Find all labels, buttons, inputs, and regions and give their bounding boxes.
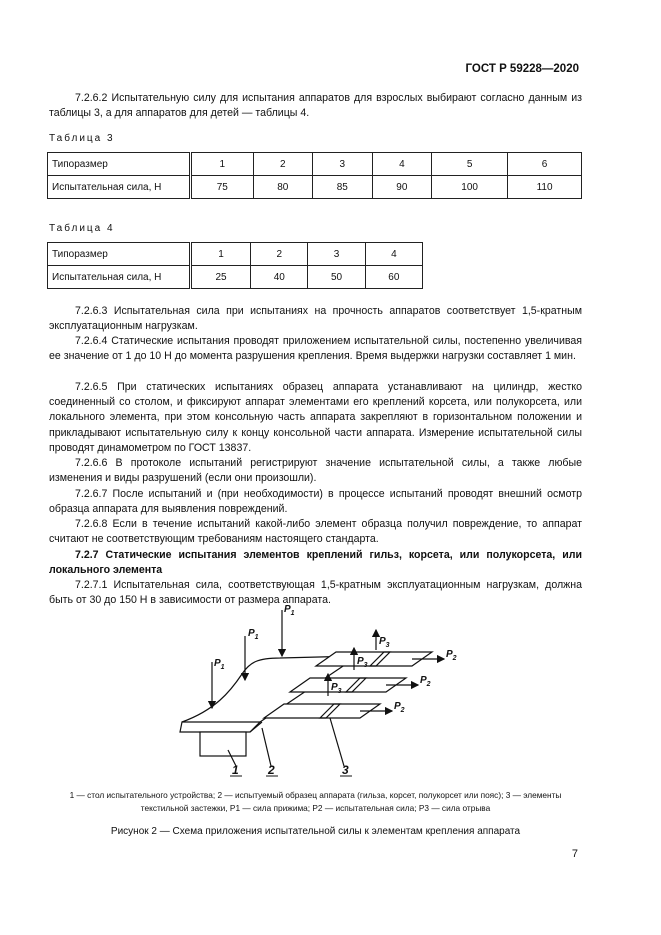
paragraph-7-2-6-3: 7.2.6.3 Испытательная сила при испытаниях на прочность аппаратов соответствует 1,5-кратным эксплуатационным нагрузкам. bbox=[49, 305, 582, 333]
table-cell: Испытательная сила, Н bbox=[48, 266, 191, 289]
force-p3-label: $P_3$ bbox=[357, 656, 368, 669]
table-cell: 90 bbox=[372, 176, 432, 199]
table-cell: 110 bbox=[508, 176, 582, 199]
force-p2-label: $P_2$ bbox=[394, 701, 405, 714]
figure-legend: 1 — стол испытательного устройства; 2 — испытуемый образец аппарата (гильза, корсет, полукорсет или пояс); 3 — элементы текстильной застежки, P1 — сила прижима; P2 — испытательная сила; P3 — сила отрыва bbox=[69, 790, 562, 813]
table-4 bbox=[47, 242, 423, 289]
paragraph-7-2-6-2: 7.2.6.2 Испытательную силу для испытания аппаратов для взрослых выбирают согласно данным из таблицы 3, а для аппаратов для детей — таблицы 4. bbox=[49, 92, 582, 120]
table-cell: 40 bbox=[251, 266, 308, 289]
force-p1-label: $P_1$ bbox=[214, 658, 225, 671]
table-cell: 6 bbox=[508, 153, 582, 176]
table-cell: 2 bbox=[251, 243, 308, 266]
table-cell: 100 bbox=[432, 176, 508, 199]
section-heading-7-2-7: 7.2.7 Статические испытания элементов креплений гильз, корсета, или полукорсета, или локального элемента bbox=[49, 549, 582, 577]
paragraph-7-2-6-6: 7.2.6.6 В протоколе испытаний регистрируют значение испытательной силы, а также любые изменения и виды разрушений (если они произошли). bbox=[49, 457, 582, 485]
table-cell: 50 bbox=[308, 266, 365, 289]
table-row bbox=[48, 243, 423, 266]
table-cell: Испытательная сила, Н bbox=[48, 176, 191, 199]
table-cell: 5 bbox=[432, 153, 508, 176]
label-3: 3 bbox=[342, 763, 349, 777]
table-cell: 25 bbox=[191, 266, 251, 289]
table-cell: 2 bbox=[253, 153, 313, 176]
table-cell: 85 bbox=[313, 176, 373, 199]
paragraph-7-2-6-4: 7.2.6.4 Статические испытания проводят приложением испытательной силы, постепенно увеличивая ее значение от 1 до 10 Н до момента разрушения крепления. Время выдержки нагрузки составляет 1 мин. bbox=[49, 335, 582, 363]
force-p1-label: $P_1$ bbox=[248, 628, 259, 641]
table-cell: 4 bbox=[372, 153, 432, 176]
table-row bbox=[48, 153, 582, 176]
table-cell: 3 bbox=[313, 153, 373, 176]
table-cell: Типоразмер bbox=[48, 153, 191, 176]
table-cell: 80 bbox=[253, 176, 313, 199]
table-cell: 4 bbox=[365, 243, 422, 266]
table-row bbox=[48, 176, 582, 199]
table-3 bbox=[47, 152, 582, 199]
table-cell: 75 bbox=[191, 176, 254, 199]
paragraph-7-2-6-7: 7.2.6.7 После испытаний и (при необходимости) в процессе испытаний проводят внешний осмотр образца аппарата для выявления повреждений. bbox=[49, 488, 582, 516]
paragraph-7-2-7-1: 7.2.7.1 Испытательная сила, соответствующая 1,5-кратным эксплуатационным нагрузкам, должна быть от 30 до 150 Н в зависимости от размера аппарата. bbox=[49, 579, 582, 607]
table-top bbox=[180, 722, 260, 732]
paragraph-7-2-6-5: 7.2.6.5 При статических испытаниях образец аппарата устанавливают на цилиндр, жестко соединенный со столом, и фиксируют аппарат элементами его креплений корсета, или полукорсета, или локального элемента, при этом консольную часть аппарата закрепляют в горизонтальном положении и прикладывают испытательную силу к концу консольной части аппарата. Измерение испытательной силы проводят динамометром по ГОСТ 13837. bbox=[49, 381, 582, 454]
figure-caption: Рисунок 2 — Схема приложения испытательной силы к элементам крепления аппарата bbox=[110, 826, 521, 837]
figure-2-diagram bbox=[170, 600, 470, 780]
table-cell: 1 bbox=[191, 153, 254, 176]
table-3-caption: Таблица 3 bbox=[49, 133, 115, 144]
table-cell: 1 bbox=[191, 243, 251, 266]
force-p2-label: $P_2$ bbox=[420, 675, 431, 688]
table-4-caption: Таблица 4 bbox=[49, 223, 115, 234]
force-p1-label: $P_1$ bbox=[284, 604, 295, 617]
table-row bbox=[48, 266, 423, 289]
label-1: 1 bbox=[232, 763, 239, 777]
force-p3-label: $P_3$ bbox=[379, 636, 390, 649]
label-2: 2 bbox=[268, 763, 275, 777]
document-header: ГОСТ Р 59228—2020 bbox=[465, 63, 579, 75]
paragraph-7-2-6-8: 7.2.6.8 Если в течение испытаний какой-либо элемент образца получил повреждение, то аппарат считают не соответствующим требованиям настоящего стандарта. bbox=[49, 518, 582, 546]
table-cell: Типоразмер bbox=[48, 243, 191, 266]
force-p3-label: $P_3$ bbox=[331, 682, 342, 695]
table-cell: 60 bbox=[365, 266, 422, 289]
force-p2-label: $P_2$ bbox=[446, 649, 457, 662]
table-cell: 3 bbox=[308, 243, 365, 266]
table-leg bbox=[200, 732, 246, 756]
page-number: 7 bbox=[571, 848, 578, 860]
